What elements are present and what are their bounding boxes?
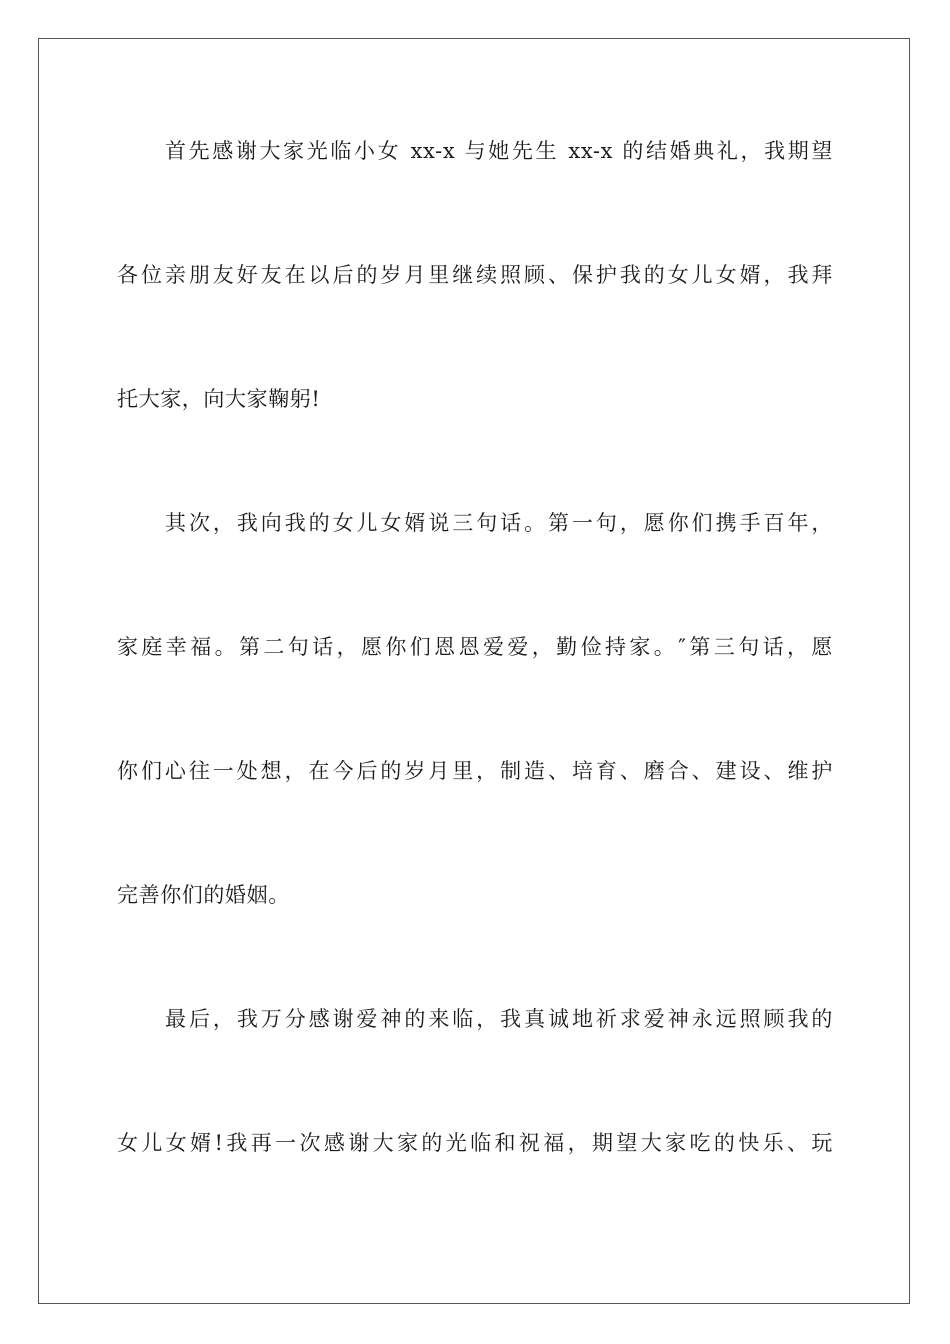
paragraph-2-line-1: 其次，我向我的女儿女婿说三句话。第一句，愿你们携手百年，: [165, 511, 833, 535]
paragraph-1-line-3: 托大家，向大家鞠躬!: [117, 387, 321, 411]
paragraph-1-line-2: 各位亲朋友好友在以后的岁月里继续照顾、保护我的女儿女婿，我拜: [117, 263, 833, 287]
paragraph-2-line-3: 你们心往一处想，在今后的岁月里，制造、培育、磨合、建设、维护: [117, 759, 833, 783]
paragraph-2-line-2: 家庭幸福。第二句话，愿你们恩恩爱爱，勤俭持家。″第三句话，愿: [117, 635, 833, 659]
paragraph-3-line-2: 女儿女婿!我再一次感谢大家的光临和祝福，期望大家吃的快乐、玩: [117, 1131, 833, 1155]
paragraph-2-line-4: 完善你们的婚姻。: [117, 883, 290, 907]
paragraph-3-line-1: 最后，我万分感谢爱神的来临，我真诚地祈求爱神永远照顾我的: [165, 1007, 833, 1031]
page-border: [38, 38, 910, 1304]
paragraph-1-line-1: 首先感谢大家光临小女 xx-x 与她先生 xx-x 的结婚典礼，我期望: [165, 139, 833, 163]
